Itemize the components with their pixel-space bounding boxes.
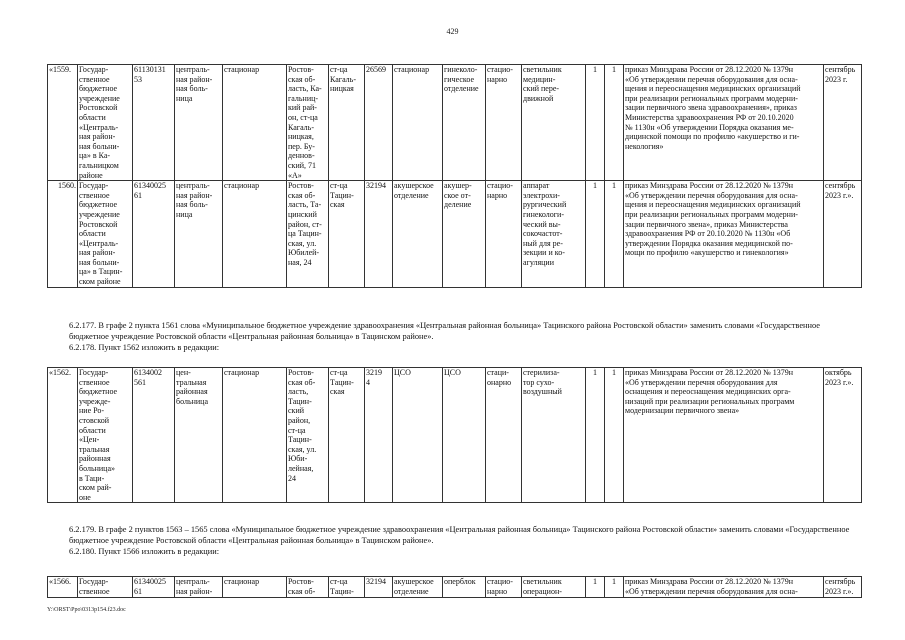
cell-care-conditions: стационар bbox=[223, 181, 287, 288]
cell-locality: ст-ца Тацин- ская bbox=[329, 181, 365, 288]
cell-regulatory-basis: приказ Минздрава России от 28.12.2020 № 1379н «Об утверждении перечня оборудования для осна- bbox=[624, 577, 824, 598]
cell-facility-type: централь- ная район- ная боль- ница bbox=[175, 181, 223, 288]
cell-regulatory-basis: приказ Минздрава России от 28.12.2020 № 1379н «Об утверждении перечня оборудования для оснащения и переоснащения медицинских орга- низаций при реализации региональных программ модернизации первичного звена» bbox=[624, 368, 824, 503]
paragraph-6-2-180: 6.2.180. Пункт 1566 изложить в редакции: bbox=[69, 547, 220, 556]
cell-care-conditions: стационар bbox=[223, 65, 287, 181]
cell-inn-code: 61340025 61 bbox=[133, 181, 175, 288]
cell-care-form: стацио- нарно bbox=[486, 577, 522, 598]
cell-population: 3219 4 bbox=[365, 368, 393, 503]
cell-regulatory-basis: приказ Минздрава России от 28.12.2020 № 1379н «Об утверждении перечня оборудования для осна- щения и переоснащения медицинских организаций при реализации региональных программ модерни- зации первичного звена», приказ Министерства здравоохранения РФ от 20.10.2020 № 1130н «Об утверждении Порядка оказания медицинской по- мощи по профилю «акушерство и гинекология» bbox=[624, 181, 824, 288]
cell-unit: оперблок bbox=[443, 577, 486, 598]
cell-locality: ст-ца Кагаль- ницкая bbox=[329, 65, 365, 181]
cell-population: 32194 bbox=[365, 181, 393, 288]
cell-row-number: «1562. bbox=[48, 368, 78, 503]
cell-unit: гинеколо- гическое отделение bbox=[443, 65, 486, 181]
cell-inn-code: 61130131 53 bbox=[133, 65, 175, 181]
page-number: 429 bbox=[446, 27, 459, 36]
equipment-table-3 bbox=[47, 576, 862, 598]
cell-care-conditions: стационар bbox=[223, 368, 287, 503]
cell-deadline: октябрь 2023 г.». bbox=[824, 368, 862, 503]
cell-care-form: стацио- нарно bbox=[486, 181, 522, 288]
cell-facility-type: централь- ная район- ная боль- ница bbox=[175, 65, 223, 181]
cell-address: Ростов- ская об- ласть, Та- цинский район, ст- ца Тацин- ская, ул. Юбилей- ная, 24 bbox=[287, 181, 329, 288]
cell-population: 32194 bbox=[365, 577, 393, 598]
cell-row-number: «1566. bbox=[48, 577, 78, 598]
cell-department: ЦСО bbox=[393, 368, 443, 503]
cell-locality: ст-ца Тацин- ская bbox=[329, 368, 365, 503]
cell-equipment: стерилиза- тор сухо- воздушный bbox=[522, 368, 586, 503]
cell-department: стационар bbox=[393, 65, 443, 181]
paragraph-6-2-177: 6.2.177. В графе 2 пункта 1561 слова «Муниципальное бюджетное учреждение здравоохранения «Центральная районная больница» Тацинского района Ростовской области» заменить словами «Государственное бюджетное учреждение Ростовской области «Центральная районная больница» в Тацинском районе». bbox=[69, 321, 821, 341]
cell-institution-name: Государ- ственное бюджетное учреждение Ростовской области «Централь- ная район- ная больни- ца» в Тацин- ском районе bbox=[78, 181, 133, 288]
cell-quantity-per-unit: 1 bbox=[605, 65, 624, 181]
cell-quantity: 1 bbox=[586, 577, 605, 598]
cell-quantity-per-unit: 1 bbox=[605, 577, 624, 598]
cell-address: Ростов- ская об- ласть, Тацин- ский район, ст-ца Тацин- ская, ул. Юби- лейная, 24 bbox=[287, 368, 329, 503]
cell-address: Ростов- ская об- ласть, Ка- гальниц- кий рай- он, ст-ца Кагаль- ницкая, пер. Бу- деннов- ский, 71 «А» bbox=[287, 65, 329, 181]
file-path-footer: Y:\ORST\Ppo\0313p154.f23.doc bbox=[47, 607, 126, 613]
amendment-paragraphs-2 bbox=[47, 524, 861, 557]
cell-inn-code: 61340025 61 bbox=[133, 577, 175, 598]
cell-quantity-per-unit: 1 bbox=[605, 368, 624, 503]
table-row bbox=[48, 65, 862, 181]
cell-quantity: 1 bbox=[586, 368, 605, 503]
cell-address: Ростов- ская об- bbox=[287, 577, 329, 598]
cell-department: акушерское отделение bbox=[393, 577, 443, 598]
table-row bbox=[48, 368, 862, 503]
cell-care-form: стаци- онарно bbox=[486, 368, 522, 503]
equipment-table-2 bbox=[47, 367, 862, 503]
cell-equipment: светильник медицин- ский пере- движной bbox=[522, 65, 586, 181]
cell-quantity: 1 bbox=[586, 181, 605, 288]
table-row bbox=[48, 181, 862, 288]
cell-institution-name: Государ- ственное бюджетное учрежде- ние Ро- стовской области «Цен- тральная районная больница» в Таци- ском рай- оне bbox=[78, 368, 133, 503]
cell-deadline: сентябрь 2023 г. bbox=[824, 65, 862, 181]
cell-unit: ЦСО bbox=[443, 368, 486, 503]
cell-deadline: сентябрь 2023 г.». bbox=[824, 577, 862, 598]
cell-unit: акушер- ское от- деление bbox=[443, 181, 486, 288]
equipment-table-1 bbox=[47, 64, 862, 288]
cell-care-form: стацио- нарно bbox=[486, 65, 522, 181]
cell-care-conditions: стационар bbox=[223, 577, 287, 598]
table-row bbox=[48, 577, 862, 598]
cell-department: акушерское отделение bbox=[393, 181, 443, 288]
cell-equipment: светильник операцион- bbox=[522, 577, 586, 598]
cell-deadline: сентябрь 2023 г.». bbox=[824, 181, 862, 288]
cell-row-number: «1559. bbox=[48, 65, 78, 181]
cell-locality: ст-ца Тацин- bbox=[329, 577, 365, 598]
paragraph-6-2-178: 6.2.178. Пункт 1562 изложить в редакции: bbox=[69, 343, 220, 352]
cell-row-number: 1560. bbox=[48, 181, 78, 288]
cell-facility-type: цен- тральная районная больница bbox=[175, 368, 223, 503]
cell-institution-name: Государ- ственное бюджетное учреждение Ростовской области «Централь- ная район- ная больни- ца» в Ка- гальницком районе bbox=[78, 65, 133, 181]
cell-equipment: аппарат электрохи- рургический гинекологи- ческий вы- сокочастот- ный для ре- зекции и ко- агуляции bbox=[522, 181, 586, 288]
amendment-paragraphs-1 bbox=[47, 320, 861, 353]
cell-quantity-per-unit: 1 bbox=[605, 181, 624, 288]
cell-facility-type: централь- ная район- bbox=[175, 577, 223, 598]
cell-population: 26569 bbox=[365, 65, 393, 181]
cell-institution-name: Государ- ственное bbox=[78, 577, 133, 598]
cell-quantity: 1 bbox=[586, 65, 605, 181]
cell-regulatory-basis: приказ Минздрава России от 28.12.2020 № 1379н «Об утверждении перечня оборудования для осна- щения и переоснащения медицинских организаций при реализации региональных программ модерни- зации первичного звена здравоохранения», приказ Министерства здравоохранения РФ от 20.10.2020 № 1130н «Об утверждении Порядка оказания ме- дицинской помощи по профилю «акушерство и ги- некология» bbox=[624, 65, 824, 181]
paragraph-6-2-179: 6.2.179. В графе 2 пунктов 1563 – 1565 слова «Муниципальное бюджетное учреждение здравоохранения «Центральная районная больница» Тацинского района Ростовской области» заменить словами «Государственное бюджетное учреждение Ростовской области «Центральная районная больница» в Тацинском районе». bbox=[69, 525, 850, 545]
cell-inn-code: 6134002 561 bbox=[133, 368, 175, 503]
